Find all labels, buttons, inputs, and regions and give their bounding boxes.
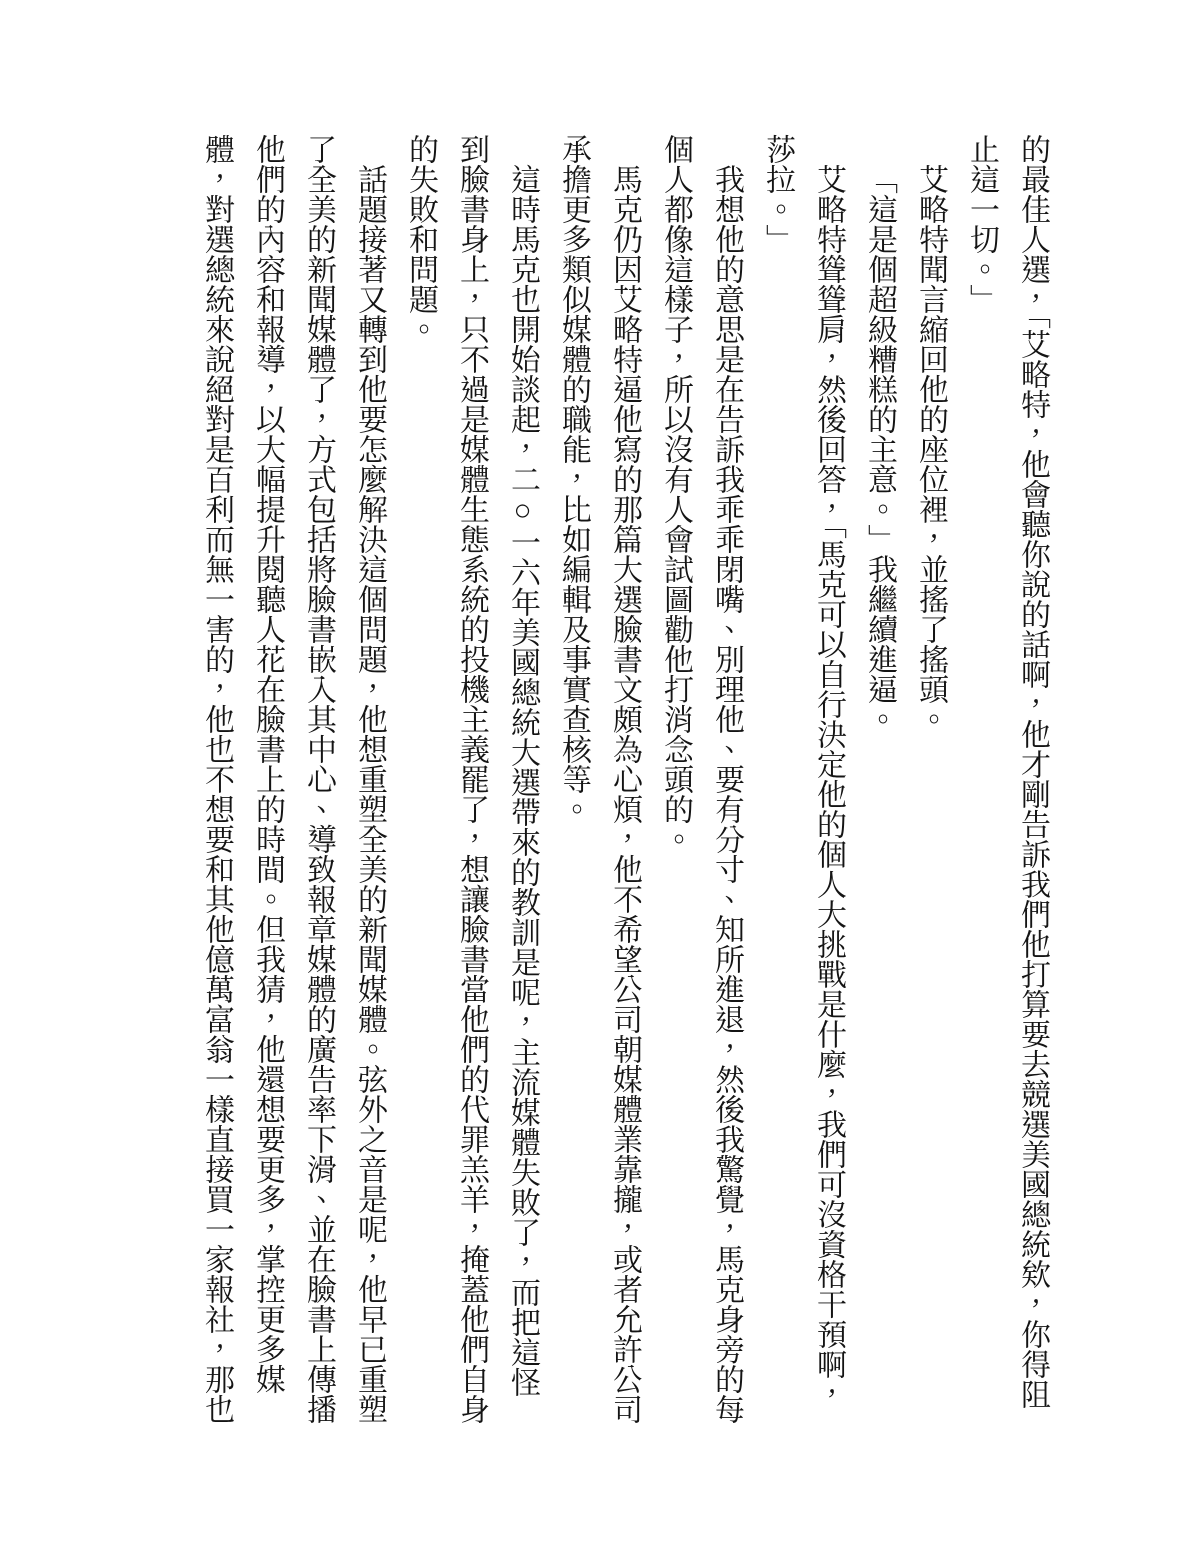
paragraph: 馬克仍因艾略特逼他寫的那篇大選臉書文頗為心煩，他不希望公司朝媒體業靠攏，或者允許公司承擔更多類似媒體的職能，比如編輯及事實查核等。	[557, 134, 641, 1424]
paragraph: 艾略特聞言縮回他的座位裡，並搖了搖頭。	[914, 164, 947, 734]
paragraph: 艾略特聳聳肩，然後回答，「馬克可以自行決定他的個人大挑戰是什麼，我們可沒資格干預啊，莎拉。」	[761, 134, 845, 1409]
paragraph: 我想他的意思是在告訴我乖乖閉嘴、別理他、要有分寸、知所進退，然後我驚覺，馬克身旁的每個人都像這樣子，所以沒有人會試圖勸他打消念頭的。	[659, 134, 743, 1424]
text-block	[191, 134, 1058, 1424]
paragraph: 話題接著又轉到他要怎麼解決這個問題，他想重塑全美的新聞媒體。弦外之音是呢，他早已重塑了全美的新聞媒體了，方式包括將臉書嵌入其中心、導致報章媒體的廣告率下滑、並在臉書上傳播他們的內容和報導，以大幅提升閱聽人花在臉書上的時間。但我猜，他還想要更多，掌控更多媒體，對選總統來說絕對是百利而無一害的，他也不想要和其他億萬富翁一樣直接買一家報社，那也	[200, 134, 386, 1424]
paragraph: 「這是個超級糟糕的主意。」我繼續進逼。	[863, 164, 896, 734]
paragraph: 這時馬克也開始談起，二○一六年美國總統大選帶來的教訓是呢，主流媒體失敗了，而把這怪到臉書身上，只不過是媒體生態系統的投機主義罷了，想讓臉書當他們的代罪羔羊，掩蓋他們自身的失敗和問題。	[404, 134, 539, 1424]
paragraph: 的最佳人選，「艾略特，他會聽你說的話啊，他才剛告訴我們他打算要去競選美國總統欸，你得阻止這一切。」	[965, 134, 1049, 1409]
